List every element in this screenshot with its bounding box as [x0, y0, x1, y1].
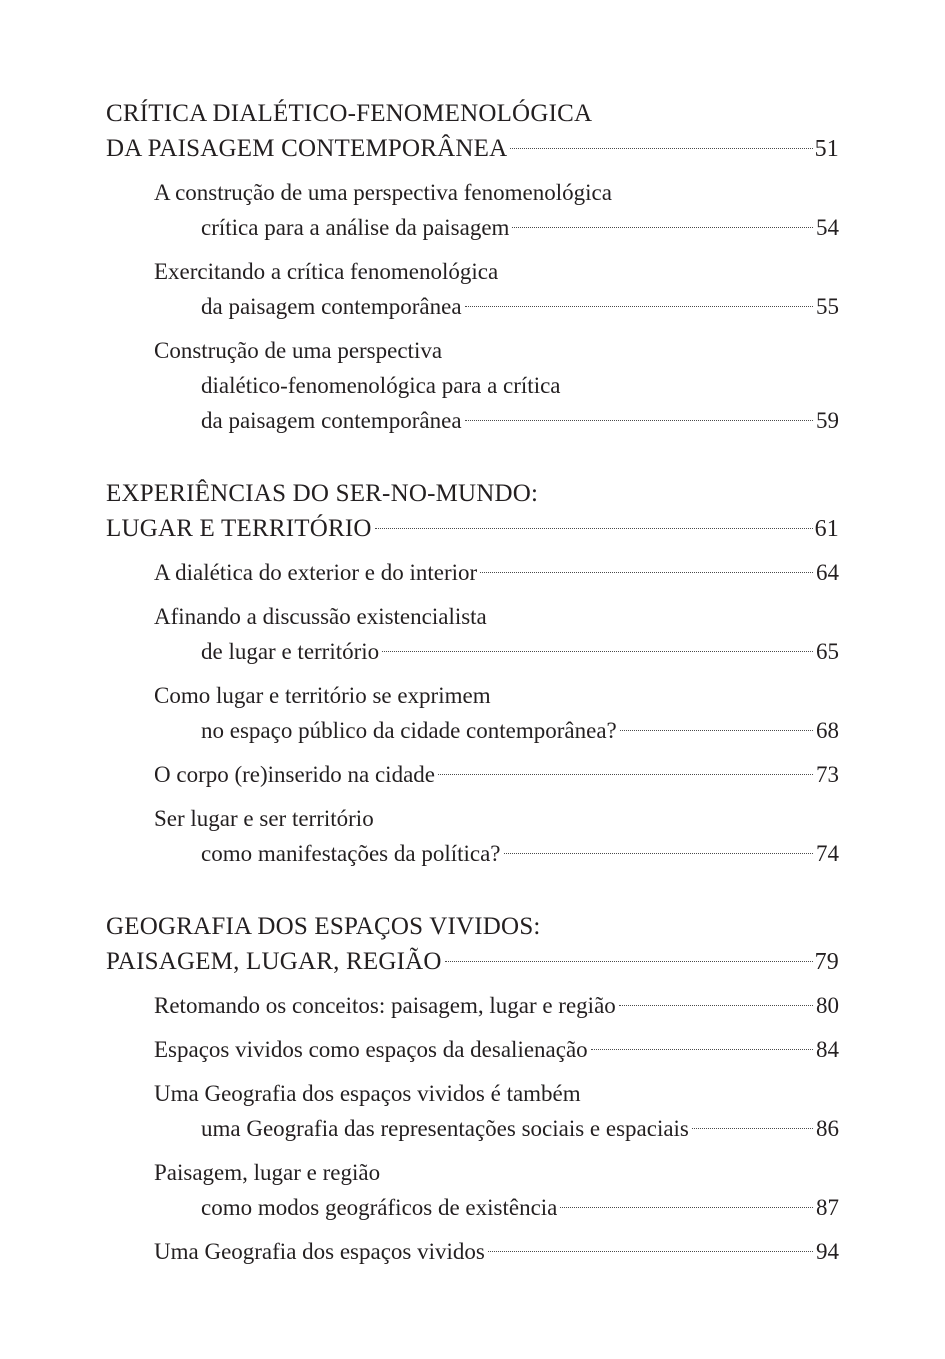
dot-leader	[619, 1004, 813, 1006]
dot-leader	[375, 527, 813, 529]
chapter-title-text: DA PAISAGEM CONTEMPORÂNEA	[106, 135, 508, 162]
section-title-text: crítica para a análise da paisagem	[201, 215, 510, 240]
section-title-line	[106, 1111, 839, 1146]
dot-leader	[438, 773, 813, 775]
section-page-number: 59	[816, 408, 839, 433]
chapter-page-number: 79	[814, 949, 839, 975]
toc-section	[106, 1234, 839, 1269]
section-title-text: Como lugar e território se exprimem	[154, 683, 491, 708]
section-title-line	[106, 713, 839, 748]
section-title-line	[106, 757, 839, 792]
section-title-text: Espaços vividos como espaços da desalienação	[154, 1037, 588, 1062]
toc-section	[106, 555, 839, 590]
section-title-line	[106, 678, 839, 713]
toc-section	[106, 1032, 839, 1067]
section-title-line	[106, 555, 839, 590]
chapter-title-text: PAISAGEM, LUGAR, REGIÃO	[106, 948, 442, 975]
section-title-text: Uma Geografia dos espaços vividos	[154, 1239, 485, 1264]
section-page-number: 80	[816, 993, 839, 1018]
section-title-text: Exercitando a crítica fenomenológica	[154, 259, 499, 284]
section-page-number: 84	[816, 1037, 839, 1062]
section-page-number: 86	[816, 1116, 839, 1141]
section-title-text: Paisagem, lugar e região	[154, 1160, 381, 1185]
toc-section	[106, 175, 839, 245]
section-title-text: de lugar e território	[201, 639, 380, 664]
dot-leader	[480, 571, 813, 573]
section-title-text: como manifestações da política?	[201, 841, 501, 866]
section-page-number: 65	[816, 639, 839, 664]
section-title-text: O corpo (re)inserido na cidade	[154, 762, 435, 787]
dot-leader	[504, 852, 813, 854]
section-title-line	[106, 403, 839, 438]
section-title-text: A dialética do exterior e do interior	[154, 560, 478, 585]
toc-section	[106, 599, 839, 669]
chapter-title-text: EXPERIÊNCIAS DO SER-NO-MUNDO:	[106, 480, 539, 507]
dot-leader	[465, 419, 813, 421]
toc-section	[106, 1155, 839, 1225]
dot-leader	[692, 1127, 813, 1129]
dot-leader	[382, 650, 813, 652]
chapter-title-text: CRÍTICA DIALÉTICO-FENOMENOLÓGICA	[106, 100, 593, 127]
section-page-number: 74	[816, 841, 839, 866]
section-page-number: 68	[816, 718, 839, 743]
toc-section	[106, 801, 839, 871]
section-title-line	[106, 368, 839, 403]
section-title-text: no espaço público da cidade contemporânea?	[201, 718, 617, 743]
section-title-line	[106, 1076, 839, 1111]
section-title-text: Uma Geografia dos espaços vividos é também	[154, 1081, 581, 1106]
chapter-title-line	[106, 944, 839, 979]
chapter-title-line	[106, 476, 839, 511]
section-title-text: Ser lugar e ser território	[154, 806, 374, 831]
chapter-title-line	[106, 511, 839, 546]
section-title-line	[106, 333, 839, 368]
section-title-line	[106, 289, 839, 324]
section-page-number: 64	[816, 560, 839, 585]
section-page-number: 73	[816, 762, 839, 787]
section-page-number: 55	[816, 294, 839, 319]
section-title-text: uma Geografia das representações sociais e espaciais	[201, 1116, 689, 1141]
section-title-line	[106, 254, 839, 289]
toc-section	[106, 678, 839, 748]
toc-section	[106, 254, 839, 324]
chapter-title-line	[106, 96, 839, 131]
dot-leader	[465, 305, 813, 307]
dot-leader	[591, 1048, 813, 1050]
section-title-line	[106, 599, 839, 634]
toc-chapter	[106, 909, 839, 1269]
section-title-line	[106, 1032, 839, 1067]
chapter-title-line	[106, 131, 839, 166]
dot-leader	[620, 729, 813, 731]
section-title-line	[106, 634, 839, 669]
section-title-line	[106, 801, 839, 836]
section-title-text: Afinando a discussão existencialista	[154, 604, 487, 629]
toc-chapter	[106, 96, 839, 438]
section-title-line	[106, 836, 839, 871]
dot-leader	[560, 1206, 813, 1208]
toc-section	[106, 757, 839, 792]
chapter-page-number: 61	[814, 516, 839, 542]
section-title-text: dialético-fenomenológica para a crítica	[201, 373, 561, 398]
dot-leader	[488, 1250, 813, 1252]
section-title-line	[106, 210, 839, 245]
section-title-line	[106, 988, 839, 1023]
section-title-text: da paisagem contemporânea	[201, 294, 462, 319]
chapter-title-text: GEOGRAFIA DOS ESPAÇOS VIVIDOS:	[106, 913, 541, 940]
section-title-text: Retomando os conceitos: paisagem, lugar e região	[154, 993, 616, 1018]
section-title-line	[106, 1234, 839, 1269]
toc-section	[106, 988, 839, 1023]
section-title-line	[106, 1155, 839, 1190]
section-title-line	[106, 175, 839, 210]
chapter-page-number: 51	[814, 136, 839, 162]
dot-leader	[445, 960, 813, 962]
dot-leader	[510, 147, 812, 149]
section-title-text: da paisagem contemporânea	[201, 408, 462, 433]
chapter-title-text: LUGAR E TERRITÓRIO	[106, 515, 372, 542]
section-title-text: Construção de uma perspectiva	[154, 338, 443, 363]
table-of-contents	[106, 96, 839, 1307]
section-page-number: 54	[816, 215, 839, 240]
toc-chapter	[106, 476, 839, 871]
toc-section	[106, 333, 839, 438]
section-title-text: A construção de uma perspectiva fenomenológica	[154, 180, 612, 205]
section-title-line	[106, 1190, 839, 1225]
dot-leader	[512, 226, 813, 228]
toc-section	[106, 1076, 839, 1146]
section-page-number: 87	[816, 1195, 839, 1220]
section-page-number: 94	[816, 1239, 839, 1264]
chapter-title-line	[106, 909, 839, 944]
section-title-text: como modos geográficos de existência	[201, 1195, 558, 1220]
